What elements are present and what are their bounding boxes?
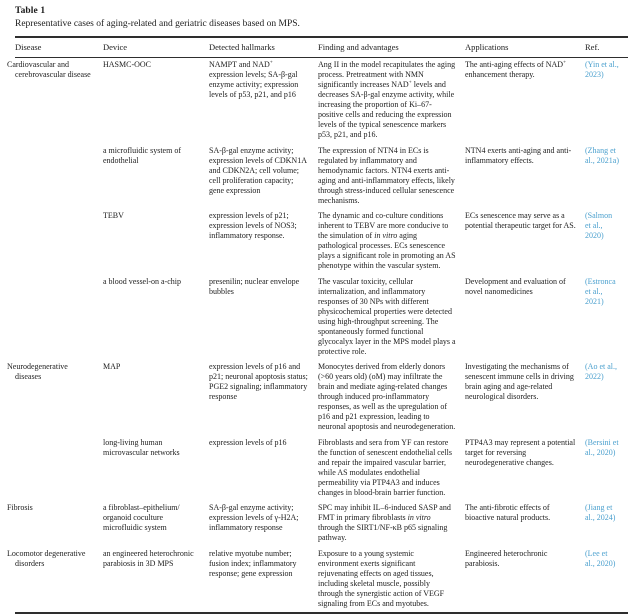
cell-applications: NTN4 exerts anti-aging and anti-inflammatory effects. (465, 145, 572, 165)
cell-applications: PTP4A3 may represent a potential target for reversing neurodegenerative changes. (465, 437, 576, 467)
column-header-detected-hallmarks: Detected hallmarks (209, 37, 318, 58)
cell-device: an engineered heterochronic parabiosis in 3D MPS (103, 548, 194, 568)
citation-link[interactable]: (Estronca et al., 2021) (585, 276, 616, 306)
cell-disease (15, 436, 103, 502)
table-row (15, 501, 628, 547)
cell-disease (15, 275, 103, 361)
cell-device: a microfluidic system of endothelial (103, 145, 181, 165)
column-header-ref: Ref. (585, 37, 628, 58)
cell-disease: Cardiovascular and cerebrovascular disease (7, 60, 91, 79)
cell-applications: Development and evaluation of novel nanomedicines (465, 276, 566, 296)
citation-link[interactable]: (Ao et al., 2022) (585, 362, 617, 381)
cell-finding: Exposure to a young systemic environment exerts significant rejuvenating effects on aged tissues, including skeletal muscle, possibly through the synergistic action of VEGF signaling from ECs and myotubes. (318, 548, 445, 608)
column-header-finding-and-advantages: Finding and advantages (318, 37, 465, 58)
cell-ref (585, 209, 628, 275)
table-row (15, 547, 628, 614)
cell-applications: The anti-fibrotic effects of bioactive natural products. (465, 503, 551, 522)
cell-hallmarks: expression levels of p21; expression levels of NOS3; inflammatory response. (209, 211, 297, 240)
cell-applications: Engineered heterochronic parabiosis. (465, 548, 548, 568)
cell-device: a blood vessel-on a-chip (103, 276, 181, 286)
mps-table (7, 36, 628, 614)
table-header-row (15, 37, 628, 58)
table-row (15, 58, 628, 144)
cell-applications: Investigating the mechanisms of senescent immune cells in driving brain aging and age-related neurological disorders. (465, 362, 574, 401)
cell-disease (15, 144, 103, 210)
table-row (15, 144, 628, 210)
citation-link[interactable]: (Lee et al., 2020) (585, 548, 616, 568)
cell-applications: The anti-aging effects of NAD+ enhancement therapy. (465, 59, 567, 79)
cell-ref (585, 436, 628, 502)
cell-finding: Ang II in the model recapitulates the aging process. Pretreatment with NMN significantly increases NAD+ levels and decreases SA-β-gal enzyme activity, while increasing the proportion of Ki–67-positive cells and reducing the expression levels of the typical senescence markers p53, p21, and p16. (318, 60, 456, 139)
cell-ref (585, 275, 628, 361)
cell-ref (585, 501, 628, 547)
cell-device: long-living human microvascular networks (103, 437, 180, 457)
cell-disease: Locomotor degenerative disorders (7, 548, 86, 568)
column-header-applications: Applications (465, 37, 585, 58)
cell-hallmarks: NAMPT and NAD+ expression levels; SA-β-gal enzyme activity; expression levels of p53, p21, and p16 (209, 59, 299, 99)
cell-ref (585, 144, 628, 210)
cell-hallmarks: expression levels of p16 and p21; neuronal apoptosis status; PGE2 signaling; inflammatory response (209, 362, 308, 401)
table-row (15, 209, 628, 275)
cell-applications: ECs senescence may serve as a potential therapeutic target for AS. (465, 211, 576, 230)
cell-finding: The dynamic and co-culture conditions inherent to TEBV are more conducive to the simulation of in vitro aging pathological processes. ECs senescence plays a significant role in promoting an AS phenotype within the vascular system. (318, 211, 456, 270)
cell-hallmarks: presenilin; nuclear envelope bubbles (209, 276, 300, 296)
cell-device: MAP (103, 362, 121, 371)
cell-ref (585, 360, 628, 436)
cell-device: TEBV (103, 211, 124, 220)
cell-disease: Neurodegenerative diseases (7, 362, 68, 381)
table-row (15, 275, 628, 361)
table-row (15, 436, 628, 502)
cell-finding: The vascular toxicity, cellular internalization, and inflammatory responses of 30 NPs with different physicochemical properties were detected using high-throughput screening. The spontaneously formed functional glycocalyx layer in the MPS model plays a protective role. (318, 276, 456, 356)
citation-link[interactable]: (Bersini et al., 2020) (585, 437, 619, 457)
table-caption: Representative cases of aging-related and geriatric diseases based on MPS. (15, 19, 300, 29)
cell-hallmarks: relative myotube number; fusion index; inflammatory response; gene expression (209, 548, 297, 578)
table-label: Table 1 (15, 6, 46, 16)
cell-ref (585, 58, 628, 144)
cell-hallmarks: SA-β-gal enzyme activity; expression levels of CDKN1A and CDKN2A; cell volume; cell proliferation capacity; gene expression (209, 145, 307, 195)
table-row (15, 360, 628, 436)
cell-device: HASMC-OOC (103, 60, 152, 69)
cell-finding: The expression of NTN4 in ECs is regulated by inflammatory and hemodynamic factors. NTN4 exerts anti-aging and anti-inflammatory effects, likely through stress-induced cellular senescence mechanisms. (318, 145, 455, 205)
cell-disease (15, 209, 103, 275)
cell-finding: Fibroblasts and sera from YF can restore the function of senescent endothelial cells and repair the impaired vascular barrier, while AS modulates endothelial permeability via PTP4A3 and induces changes in blood-brain barrier function. (318, 437, 452, 497)
cell-finding: SPC may inhibit IL–6-induced SASP and FMT in primary fibroblasts in vitro through the SIRT1/NF-κB p65 signaling pathway. (318, 503, 451, 542)
column-header-disease: Disease (15, 37, 103, 58)
column-header-device: Device (103, 37, 209, 58)
citation-link[interactable]: (Yin et al., 2023) (585, 60, 619, 79)
citation-link[interactable]: (Jiang et al., 2024) (585, 503, 616, 522)
cell-device: a fibroblast–epithelium/ organoid coculture microfluidic system (103, 503, 180, 532)
cell-disease: Fibrosis (7, 503, 33, 512)
citation-link[interactable]: (Zhang et al., 2021a) (585, 145, 619, 165)
cell-finding: Monocytes derived from elderly donors (>60 years old) (oM) may infiltrate the brain and mediate aging-related changes through induced pro-inflammatory responses, as well as the upregulation of p16 and p21 expression, leading to neuronal apoptosis and neurodegeneration. (318, 362, 456, 431)
cell-hallmarks: expression levels of p16 (209, 437, 287, 447)
cell-hallmarks: SA-β-gal enzyme activity; expression levels of γ-H2A; inflammatory response (209, 503, 299, 532)
citation-link[interactable]: (Salmon et al., 2020) (585, 211, 613, 240)
cell-ref (585, 547, 628, 614)
